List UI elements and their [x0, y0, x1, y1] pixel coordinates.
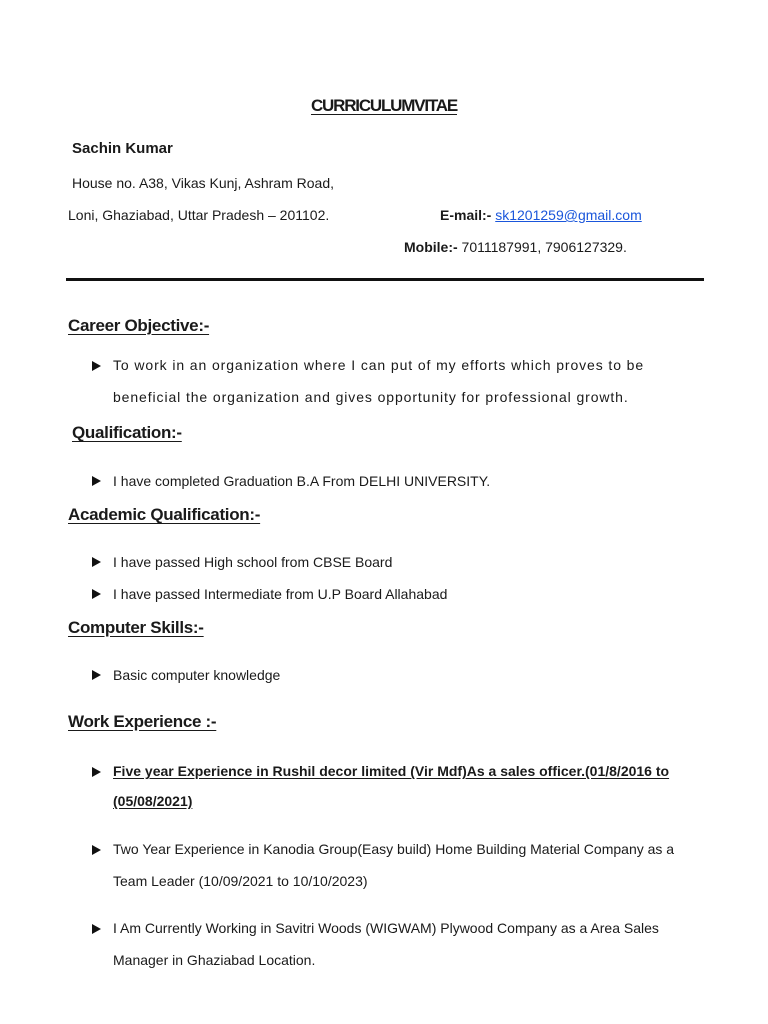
bullet-arrow-icon — [92, 361, 101, 371]
bullet-arrow-icon — [92, 670, 101, 680]
header-divider — [66, 278, 704, 281]
bullet-arrow-icon — [92, 767, 101, 777]
section-heading-career-objective: Career Objective:- — [68, 316, 210, 335]
list-item-text: Basic computer knowledge — [113, 667, 281, 683]
candidate-name: Sachin Kumar — [72, 140, 173, 157]
list-item-text-continued: Team Leader (10/09/2021 to 10/10/2023) — [113, 873, 368, 889]
email-link[interactable]: sk1201259@gmail.com — [495, 207, 642, 223]
list-item-text: I Am Currently Working in Savitri Woods (WIGWAM) Plywood Company as a Area Sales — [113, 920, 659, 936]
bullet-arrow-icon — [92, 924, 101, 934]
bullet-arrow-icon — [92, 476, 101, 486]
list-item-text: I have completed Graduation B.A From DELHI UNIVERSITY. — [113, 473, 491, 489]
bullet-arrow-icon — [92, 557, 101, 567]
mobile-label: Mobile:- — [404, 239, 458, 255]
address-line-2: Loni, Ghaziabad, Uttar Pradesh – 201102. — [68, 207, 330, 223]
section-heading-academic-qualification: Academic Qualification:- — [68, 505, 261, 524]
bullet-arrow-icon — [92, 845, 101, 855]
list-item-text-continued: Manager in Ghaziabad Location. — [113, 952, 316, 968]
section-heading-computer-skills: Computer Skills:- — [68, 618, 204, 637]
list-item-text: Two Year Experience in Kanodia Group(Easy build) Home Building Material Company as a — [113, 841, 675, 857]
section-heading-work-experience: Work Experience :- — [68, 712, 217, 731]
list-item-text: I have passed High school from CBSE Board — [113, 554, 393, 570]
address-line-1: House no. A38, Vikas Kunj, Ashram Road, — [72, 175, 335, 191]
list-item-text-continued: (05/08/2021) — [113, 793, 193, 809]
list-item-text-continued: beneficial the organization and gives opportunity for professional growth. — [113, 389, 629, 405]
list-item-text: I have passed Intermediate from U.P Board Allahabad — [113, 586, 448, 602]
section-heading-qualification: Qualification:- — [72, 423, 182, 442]
email-label: E-mail:- — [440, 207, 492, 223]
list-item-text: To work in an organization where I can put of my efforts which proves to be — [113, 357, 645, 373]
email-row — [440, 207, 642, 223]
mobile-row — [404, 239, 627, 255]
bullet-arrow-icon — [92, 589, 101, 599]
mobile-number: 7011187991, 7906127329. — [461, 239, 627, 255]
document-title: CURRICULUMVITAE — [310, 96, 457, 115]
list-item-text: Five year Experience in Rushil decor limited (Vir Mdf)As a sales officer.(01/8/2016 to — [113, 763, 670, 779]
